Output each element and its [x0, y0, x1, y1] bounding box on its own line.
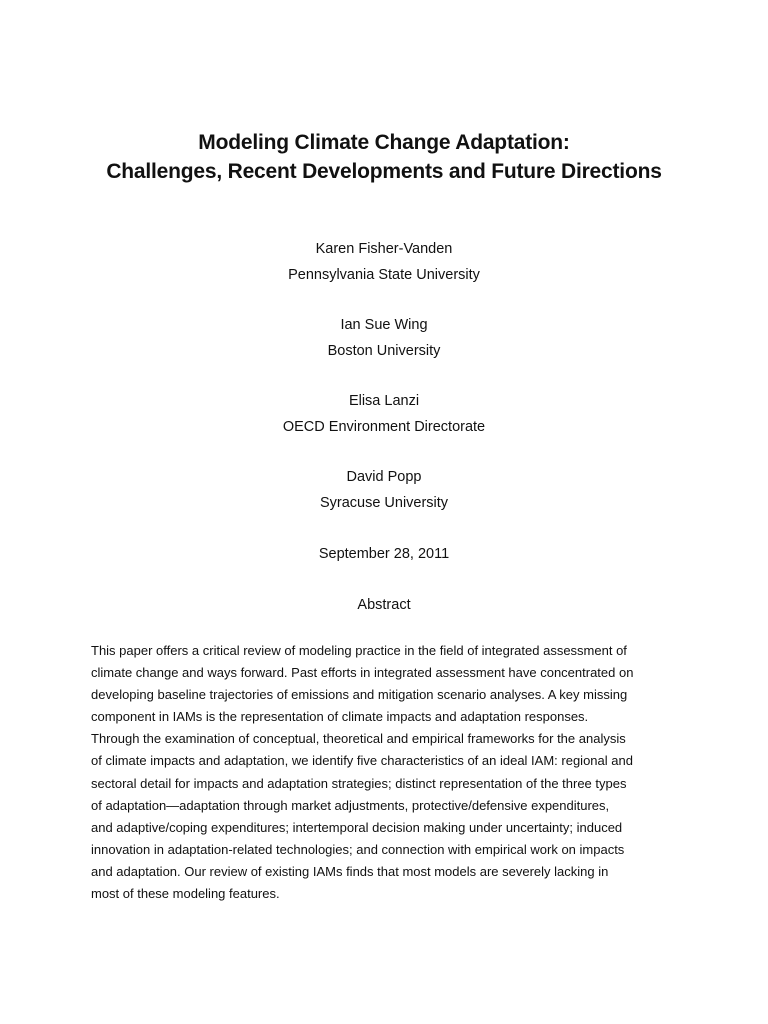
abstract-line: climate change and ways forward. Past efforts in integrated assessment have concentrated on [91, 665, 634, 681]
abstract-line: sectoral detail for impacts and adaptation strategies; distinct representation of the three types [91, 775, 627, 791]
abstract-line: and adaptive/coping expenditures; intertemporal decision making under uncertainty; induced [91, 819, 623, 835]
paper-date: September 28, 2011 [318, 546, 450, 562]
author-affiliation: Syracuse University [319, 495, 449, 511]
author-name: Ian Sue Wing [340, 317, 428, 333]
author-affiliation: OECD Environment Directorate [282, 419, 486, 435]
abstract-line: component in IAMs is the representation of climate impacts and adaptation responses. [91, 709, 589, 725]
abstract-text [91, 640, 691, 905]
abstract-line: most of these modeling features. [91, 886, 280, 902]
author-affiliation: Boston University [327, 343, 441, 359]
abstract-line: developing baseline trajectories of emissions and mitigation scenario analyses. A key missing [91, 687, 628, 703]
author-affiliation: Pennsylvania State University [288, 267, 480, 283]
abstract-line: Through the examination of conceptual, theoretical and empirical frameworks for the analysis [91, 731, 626, 747]
abstract-line: of climate impacts and adaptation, we identify five characteristics of an ideal IAM: regional and [91, 753, 633, 769]
abstract-heading: Abstract [357, 597, 411, 613]
abstract-line: innovation in adaptation-related technologies; and connection with empirical work on impacts [91, 841, 625, 857]
author-name: Karen Fisher-Vanden [315, 241, 453, 257]
author-name: Elisa Lanzi [348, 393, 420, 409]
abstract-line: This paper offers a critical review of modeling practice in the field of integrated assessment of [91, 643, 627, 658]
author-name: David Popp [346, 469, 422, 485]
abstract-line: and adaptation. Our review of existing IAMs finds that most models are severely lacking in [91, 863, 609, 879]
abstract-line: of adaptation—adaptation through market adjustments, protective/defensive expenditures, [91, 797, 610, 813]
paper-title-line-2: Challenges, Recent Developments and Future Directions [106, 160, 662, 183]
paper-title-line-1: Modeling Climate Change Adaptation: [198, 131, 570, 154]
